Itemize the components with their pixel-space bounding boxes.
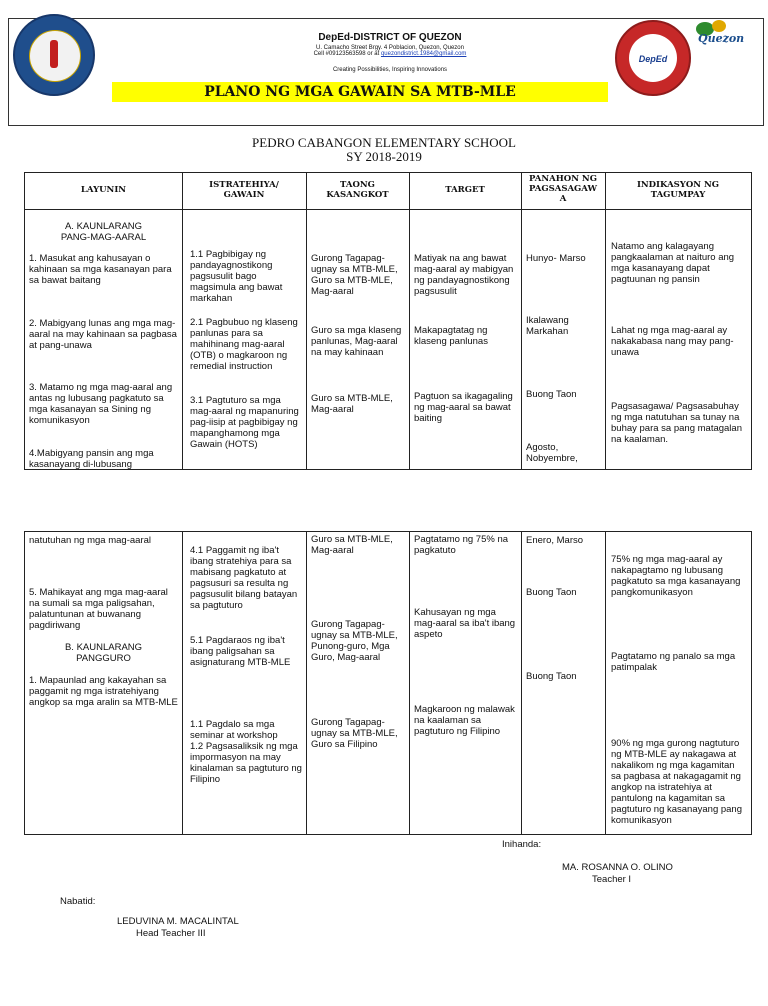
schedule-4: Agosto, Nobyembre, xyxy=(526,442,578,464)
schedule-1: Hunyo- Marso xyxy=(526,253,586,264)
section-a-heading xyxy=(25,221,182,243)
quezon-logo xyxy=(692,20,744,46)
plan-table-page-2 xyxy=(24,531,752,835)
target-2: Makapagtatag ng klaseng panlunas xyxy=(414,325,488,347)
schedule-p2-2: Buong Taon xyxy=(526,587,577,598)
indicator-1: Natamo ang kalagayang pangkaalaman at naituro ang mga kasanayang dapat pagtuunan ng pansin xyxy=(611,241,735,285)
tagline: Creating Possibilities, Inspiring Innovations xyxy=(332,67,448,73)
schedule-p2-3: Buong Taon xyxy=(526,671,577,682)
col-divider xyxy=(306,173,307,469)
prepared-name: MA. ROSANNA O. OLINO xyxy=(562,862,673,873)
strategy-4-1: 4.1 Paggamit ng iba't ibang stratehiya para sa mabisang pagkatuto at pagsusuri sa resulta ng pagsusulit bilang batayan sa pagtuturo xyxy=(190,545,298,611)
header-line: PAGSASAGAW xyxy=(528,184,598,194)
target-3: Pagtuon sa ikagagaling ng mag-aaral sa bawat baiting xyxy=(414,391,513,424)
email-link[interactable]: quezondistrict.1984@gmail.com xyxy=(380,51,467,57)
header-layunin: LAYUNIN xyxy=(80,185,127,195)
people-3: Guro sa MTB-MLE, Mag-aaral xyxy=(311,393,393,415)
header-target: TARGET xyxy=(445,185,485,195)
noted-name: LEDUVINA M. MACALINTAL xyxy=(117,916,239,927)
col-divider xyxy=(306,532,307,834)
people-1: Gurong Tagapag-ugnay sa MTB-MLE, Guro sa MTB-MLE, Mag-aaral xyxy=(311,253,398,297)
objective-b1: 1. Mapaunlad ang kakayahan sa paggamit ng mga istratehiyang angkop sa mga aralin sa MTB-MLE xyxy=(29,675,178,708)
indicator-2: Lahat ng mga mag-aaral ay nakakabasa nang may pang-unawa xyxy=(611,325,734,358)
noted-label: Nabatid: xyxy=(60,896,96,907)
schedule-p2-1: Enero, Marso xyxy=(526,535,584,546)
indicator-3: Pagsasagawa/ Pagsasabuhay ng mga natutuhan sa tunay na buhay para sa pang matagalan na kaalaman. xyxy=(611,401,742,445)
school-name: PEDRO CABANGON ELEMENTARY SCHOOL xyxy=(252,135,516,150)
torch-icon xyxy=(50,40,58,68)
col-divider xyxy=(521,532,522,834)
objective-5: 5. Mahikayat ang mga mag-aaral na sumali sa mga paligsahan, palatuntunan at buwanang pagdiriwang xyxy=(29,587,168,631)
people-p2-1: Guro sa MTB-MLE, Mag-aaral xyxy=(311,534,393,556)
indicator-p2-2: Pagtatamo ng panalo sa mga patimpalak xyxy=(611,651,736,673)
header-line: KASANGKOT xyxy=(326,190,389,200)
objective-4-cont: natutuhan ng mga mag-aaral xyxy=(29,535,151,546)
header-panahon xyxy=(521,174,605,204)
header-line: A xyxy=(559,194,567,204)
objective-3: 3. Matamo ng mga mag-aaral ang antas ng lubusang pagkatuto sa mga kasanayan sa Sining ng komunikasyon xyxy=(29,382,173,426)
people-2: Guro sa mga klaseng panlunas, Mag-aaral na may kahinaan xyxy=(311,325,402,358)
col-divider xyxy=(605,173,606,469)
strategy-1-1: 1.1 Pagbibigay ng pandayagnostikong pagsusulit bago magsimula ang bawat markahan xyxy=(190,249,283,304)
school-year: SY 2018-2019 xyxy=(346,149,422,164)
header-taong-kasangkot xyxy=(306,180,409,200)
header-line: GAWAIN xyxy=(223,190,265,200)
objective-2: 2. Mabigyang lunas ang mga mag-aaral na may kahinaan sa pagbasa at pang-unawa xyxy=(29,318,177,351)
header-indikasyon xyxy=(605,180,751,200)
people-p2-2: Gurong Tagapag-ugnay sa MTB-MLE, Punong-guro, Mga Guro, Mag-aaral xyxy=(311,619,398,663)
header-line: PANAHON NG xyxy=(529,174,597,184)
deped-seal-logo xyxy=(13,14,95,96)
header-line: TAGUMPAY xyxy=(650,190,706,200)
section-b-heading xyxy=(25,642,182,664)
header-line: INDIKASYON NG xyxy=(636,180,720,190)
target-p2-1: Pagtatamo ng 75% na pagkatuto xyxy=(414,534,509,556)
noted-title: Head Teacher III xyxy=(136,928,206,939)
strategy-2-1: 2.1 Pagbubuo ng klaseng panlunas para sa mahihinang mag-aaral (OTB) o magkaroon ng remedial instruction xyxy=(190,317,298,372)
document-title: PLANO NG MGA GAWAIN SA MTB-MLE xyxy=(204,84,516,100)
col-divider xyxy=(182,173,183,469)
seal-text: DepEd xyxy=(638,54,668,64)
strategy-1-1-b: 1.1 Pagdalo sa mga seminar at workshop xyxy=(190,719,278,741)
target-p2-2: Kahusayan ng mga mag-aaral sa iba't ibang aspeto xyxy=(414,607,516,640)
section-line: A. KAUNLARANG xyxy=(64,221,143,232)
address: U. Camacho Street Brgy. 4 Poblacion, Quezon, Quezon xyxy=(316,45,464,51)
col-divider xyxy=(605,532,606,834)
header-divider xyxy=(25,209,751,210)
header-istratehiya xyxy=(182,180,306,200)
plan-table-page-1 xyxy=(24,172,752,470)
col-divider xyxy=(409,532,410,834)
schedule-2: Ikalawang Markahan xyxy=(526,315,569,337)
people-p2-3: Gurong Tagapag-ugnay sa MTB-MLE, Guro sa Filipino xyxy=(311,717,398,750)
header-line: ISTRATEHIYA/ xyxy=(209,180,279,190)
schedule-3: Buong Taon xyxy=(526,389,577,400)
section-line: PANG-MAG-AARAL xyxy=(60,232,147,243)
prepared-title: Teacher I xyxy=(592,874,632,885)
address-line xyxy=(200,45,580,57)
section-line: PANGGURO xyxy=(76,653,131,664)
objective-4: 4.Mabigyang pansin ang mga kasanayang di-lubusang xyxy=(29,448,154,470)
strategy-3-1: 3.1 Pagtuturo sa mga mag-aaral ng mapanuring pag-iisip at pagbibigay ng mapanghamong mga Gawain (HOTS) xyxy=(190,395,299,450)
header-line: TAONG xyxy=(340,180,375,190)
section-line: B. KAUNLARANG xyxy=(64,642,143,653)
col-divider xyxy=(409,173,410,469)
objective-1: 1. Masukat ang kahusayan o kahinaan sa mga kasanayan para sa bawat baitang xyxy=(29,253,172,286)
indicator-p2-3: 90% ng mga gurong nagtuturo ng MTB-MLE ay nakagawa at nakalikom ng mga kagamitan sa pagbasa at nakagagamit ng angkop na istratehiya at pantulong na kagamitan sa pagtuturo ng kasanayang pang komunikasyon xyxy=(611,738,742,826)
indicator-p2-1: 75% ng mga mag-aaral ay nakapagtamo ng lubusang pagkatuto sa mga kasanayang pangkomunikasyon xyxy=(611,554,741,598)
district-name: DepEd-DISTRICT OF QUEZON xyxy=(318,32,462,43)
target-p2-3: Magkaroon ng malawak na kaalaman sa pagtuturo ng Filipino xyxy=(414,704,515,737)
contact: Cell #09123563598 or at xyxy=(313,51,381,57)
strategy-1-2-b: 1.2 Pagsasaliksik ng mga impormasyon na may kinalaman sa pagtuturo ng Filipino xyxy=(190,741,302,785)
col-divider xyxy=(182,532,183,834)
col-divider xyxy=(521,173,522,469)
sun-icon xyxy=(712,20,726,32)
target-1: Matiyak na ang bawat mag-aaral ay mabigyan ng pandayagnostikong pagsusulit xyxy=(414,253,514,297)
seal-inner xyxy=(629,34,677,82)
strategy-5-1: 5.1 Pagdaraos ng iba't ibang paligsahan sa asignaturang MTB-MLE xyxy=(190,635,291,668)
prepared-label: Inihanda: xyxy=(502,839,542,850)
district-seal-logo xyxy=(615,20,691,96)
quezon-logo-word: Quezon xyxy=(698,32,745,45)
